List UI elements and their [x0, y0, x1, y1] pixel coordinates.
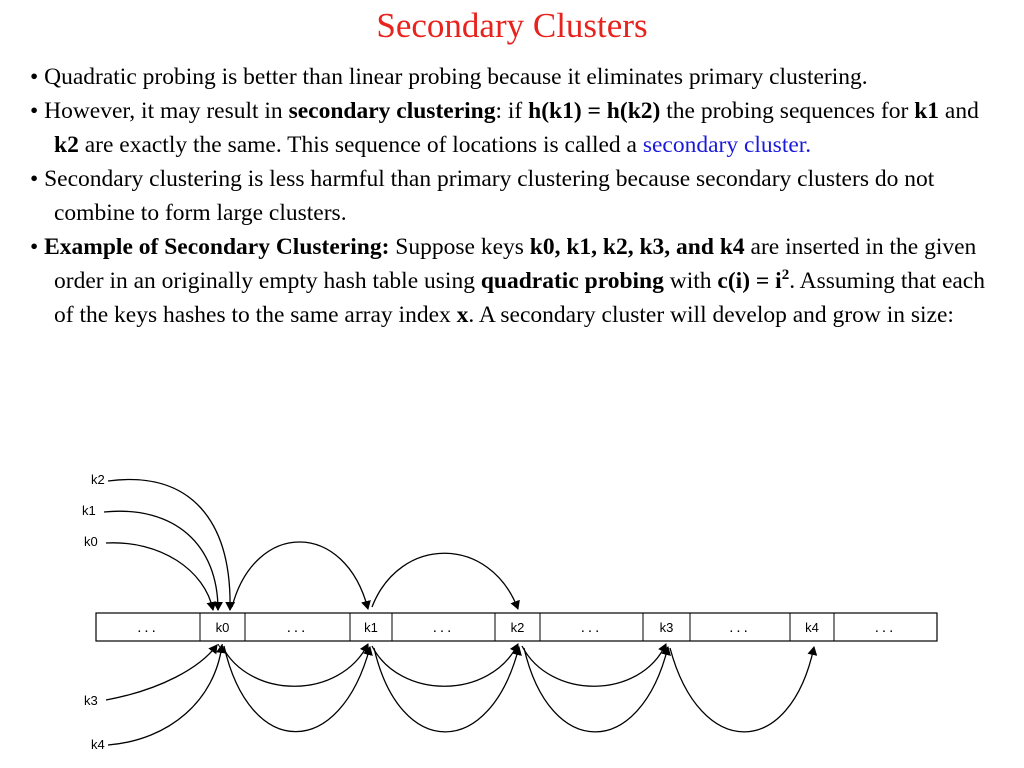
slide-title: Secondary Clusters: [376, 6, 648, 45]
bullet-4-text: . A secondary cluster will develop and grow in size:: [468, 302, 954, 328]
key-label-k1: k1: [82, 503, 96, 518]
hash-equality: h(k1) = h(k2): [528, 98, 661, 124]
key-k2: k2: [54, 132, 79, 158]
arrow-k0-to-x: [106, 543, 213, 610]
bullet-4-text: Suppose keys: [389, 234, 530, 260]
probe-function-base: c(i) = i: [717, 268, 782, 294]
bullet-marker: •: [30, 234, 39, 260]
bullet-3-text: Secondary clustering is less harmful than primary clustering because secondary clusters do not combine to form large clusters.: [44, 166, 935, 226]
key-list: k0, k1, k2, k3, and k4: [529, 234, 745, 260]
bullet-2-text: and: [939, 98, 979, 124]
key-label-k3: k3: [84, 693, 98, 708]
arrow-k1-to-x: [104, 511, 218, 610]
key-k1: k1: [914, 98, 940, 124]
empty-cell-label: ...: [580, 619, 603, 636]
probe-arc-deep-4: [670, 647, 814, 732]
index-x: x: [456, 302, 469, 328]
probe-arc-low-3: [522, 644, 666, 686]
bullet-marker: •: [30, 98, 39, 124]
arrow-k3-to-x: [106, 645, 217, 700]
bullet-2-text: However, it may result in: [44, 98, 289, 124]
bullet-1-text: Quadratic probing is better than linear probing because it eliminates primary clustering.: [44, 64, 868, 90]
probe-arc-x-to-k1: [232, 542, 368, 609]
cell-label-k2: k2: [510, 620, 525, 635]
arrow-k4-to-x: [108, 645, 222, 745]
bullet-2-text: the probing sequences for: [660, 98, 915, 124]
example-heading: Example of Secondary Clustering:: [44, 234, 390, 260]
bullet-2-text: are exactly the same. This sequence of locations is called a: [78, 132, 643, 158]
cell-label-k1: k1: [364, 620, 378, 635]
cell-label-k4: k4: [805, 620, 819, 635]
bullet-4-text: . Assuming that each of the keys hashes to the same array index: [54, 268, 985, 328]
bullet-marker: •: [30, 166, 39, 192]
bullet-4-text: with: [663, 268, 718, 294]
probe-arc-low-2: [372, 644, 518, 686]
probe-arc-deep-3: [524, 647, 668, 732]
bullet-4-text: are inserted in the given order in an originally empty hash table using: [54, 234, 977, 294]
term-quadratic-probing: quadratic probing: [480, 268, 664, 294]
empty-cell-label: ...: [286, 619, 309, 636]
key-label-k0: k0: [84, 534, 98, 549]
bullet-2-text: : if: [495, 98, 529, 124]
arrow-k2-to-x: [108, 479, 230, 610]
term-secondary-clustering: secondary clustering: [288, 98, 496, 124]
index-label: x: [217, 639, 224, 654]
empty-cell-label: ...: [432, 619, 455, 636]
term-secondary-cluster: secondary cluster.: [642, 132, 812, 158]
probe-arc-deep-2: [374, 647, 519, 732]
empty-cell-label: ...: [729, 619, 751, 636]
probe-arc-k1-to-k2: [372, 553, 518, 609]
key-label-k2: k2: [91, 472, 105, 487]
probe-arc-low-1: [222, 644, 368, 686]
probe-arc-deep-1: [224, 646, 370, 732]
key-label-k4: k4: [91, 737, 105, 752]
cell-label-k0: k0: [215, 620, 230, 635]
empty-cell-label: ...: [874, 619, 897, 636]
cell-label-k3: k3: [659, 620, 674, 635]
empty-cell-label: ...: [137, 619, 159, 636]
probe-function-exponent: 2: [781, 267, 790, 284]
bullet-marker: •: [30, 64, 39, 90]
